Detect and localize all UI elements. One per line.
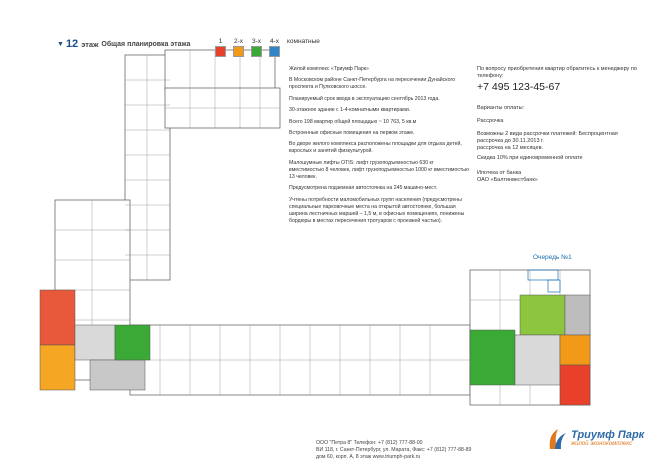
info-line: Всего 198 квартир общей площадью ~ 10 763, 5 кв.м [289,118,417,125]
legend-swatch [269,46,280,57]
payment-line: Скидка 10% при единовременной оплате [477,155,583,161]
plan-title: Общая планировка этажа [101,40,191,48]
logo-icon [546,425,568,451]
payment-line: рассрочка до 30.11.2013 г. [477,138,544,144]
info-line: Предусмотрена подземная автостоянка на 245 машино-мест. [289,185,438,192]
footer-line: ВИ 118, г. Санкт-Петербург, ул. Марата, Факс: +7 (812) 777-88-89 [316,447,472,453]
legend-swatch [251,46,262,57]
info-line: 30-этажное здание с 1-4-комнатными квартирами. [289,107,411,114]
footer [316,440,471,461]
logo-tagline: жилой эконокомплекс [571,441,633,447]
info-line: Малошумные лифты OTIS: лифт грузоподъемностью 630 кг вместимостью 8 человек, лифт грузоподъемностью 1000 кг вместимостью 13 человек. [289,159,469,180]
floor-number: 12 [65,38,79,50]
plan-wing-left [125,55,170,280]
legend-suffix: комнатные [287,38,320,45]
room-legend [215,38,320,57]
floor-selector[interactable] [57,38,78,50]
payment-line: Возможны 2 вида рассрочки платежей: Беспроцентная [477,131,618,137]
info-line: Планируемый срок ввода в эксплуатацию сентябрь 2013 года. [289,95,440,102]
phone-link[interactable]: +7 495 123-45-67 [477,81,561,93]
complex-info [289,66,469,229]
contact-intro: По вопросу приобретения квартир обратитесь к менеджеру по телефону: [477,66,637,79]
footer-line: ООО "Петра 8" Телефон: +7 (812) 777-88-00 [316,440,423,446]
legend-item-4: 4-х [269,38,280,57]
payment-line: рассрочка на 12 месяцев. [477,145,544,151]
info-line: В Московском районе Санкт-Петербурга на пересечении Дунайского проспекта и Пулковского шоссе. [289,77,456,91]
info-line: Учтены потребности маломобильных групп населения (предусмотрены специальные парковочные места на открытой автостоянке, большая ширина лестничных маршей – 1,5 м, в офисных помещениях, понижены бордюры в местах пересечения тротуаров с проезжей частью). [289,196,465,224]
floor-header [57,37,190,51]
queue-label: Очередь №1 [533,254,572,261]
logo [546,425,644,451]
chevron-down-icon: ▼ [57,40,64,48]
legend-swatch [215,46,226,57]
legend-item-1: 1 [215,38,226,57]
legend-item-3: 3-х [251,38,262,57]
payment-line: Рассрочка [477,118,504,124]
info-line: Встроенные офисные помещения на первом этаже. [289,129,415,136]
contact-block [477,66,637,184]
floor-word: этаж [81,39,99,49]
logo-name: Триумф Парк [571,429,645,441]
legend-swatch [233,46,244,57]
info-line: Жилой комплекс «Триумф Парк» [289,66,369,72]
footer-line: дом 60, корп. А, 8 этаж www.triumph-park.ru [316,454,421,460]
payment-line: Ипотека от банка [477,170,522,176]
payment-heading: Варианты оплаты: [477,105,525,111]
legend-item-2: 2-х [233,38,244,57]
payment-line: ОАО «Балтинвестбанк» [477,177,538,183]
info-line: Во дворе жилого комплекса расположены площадки для отдыха детей, взрослых и занятий физкультурой. [289,141,462,155]
